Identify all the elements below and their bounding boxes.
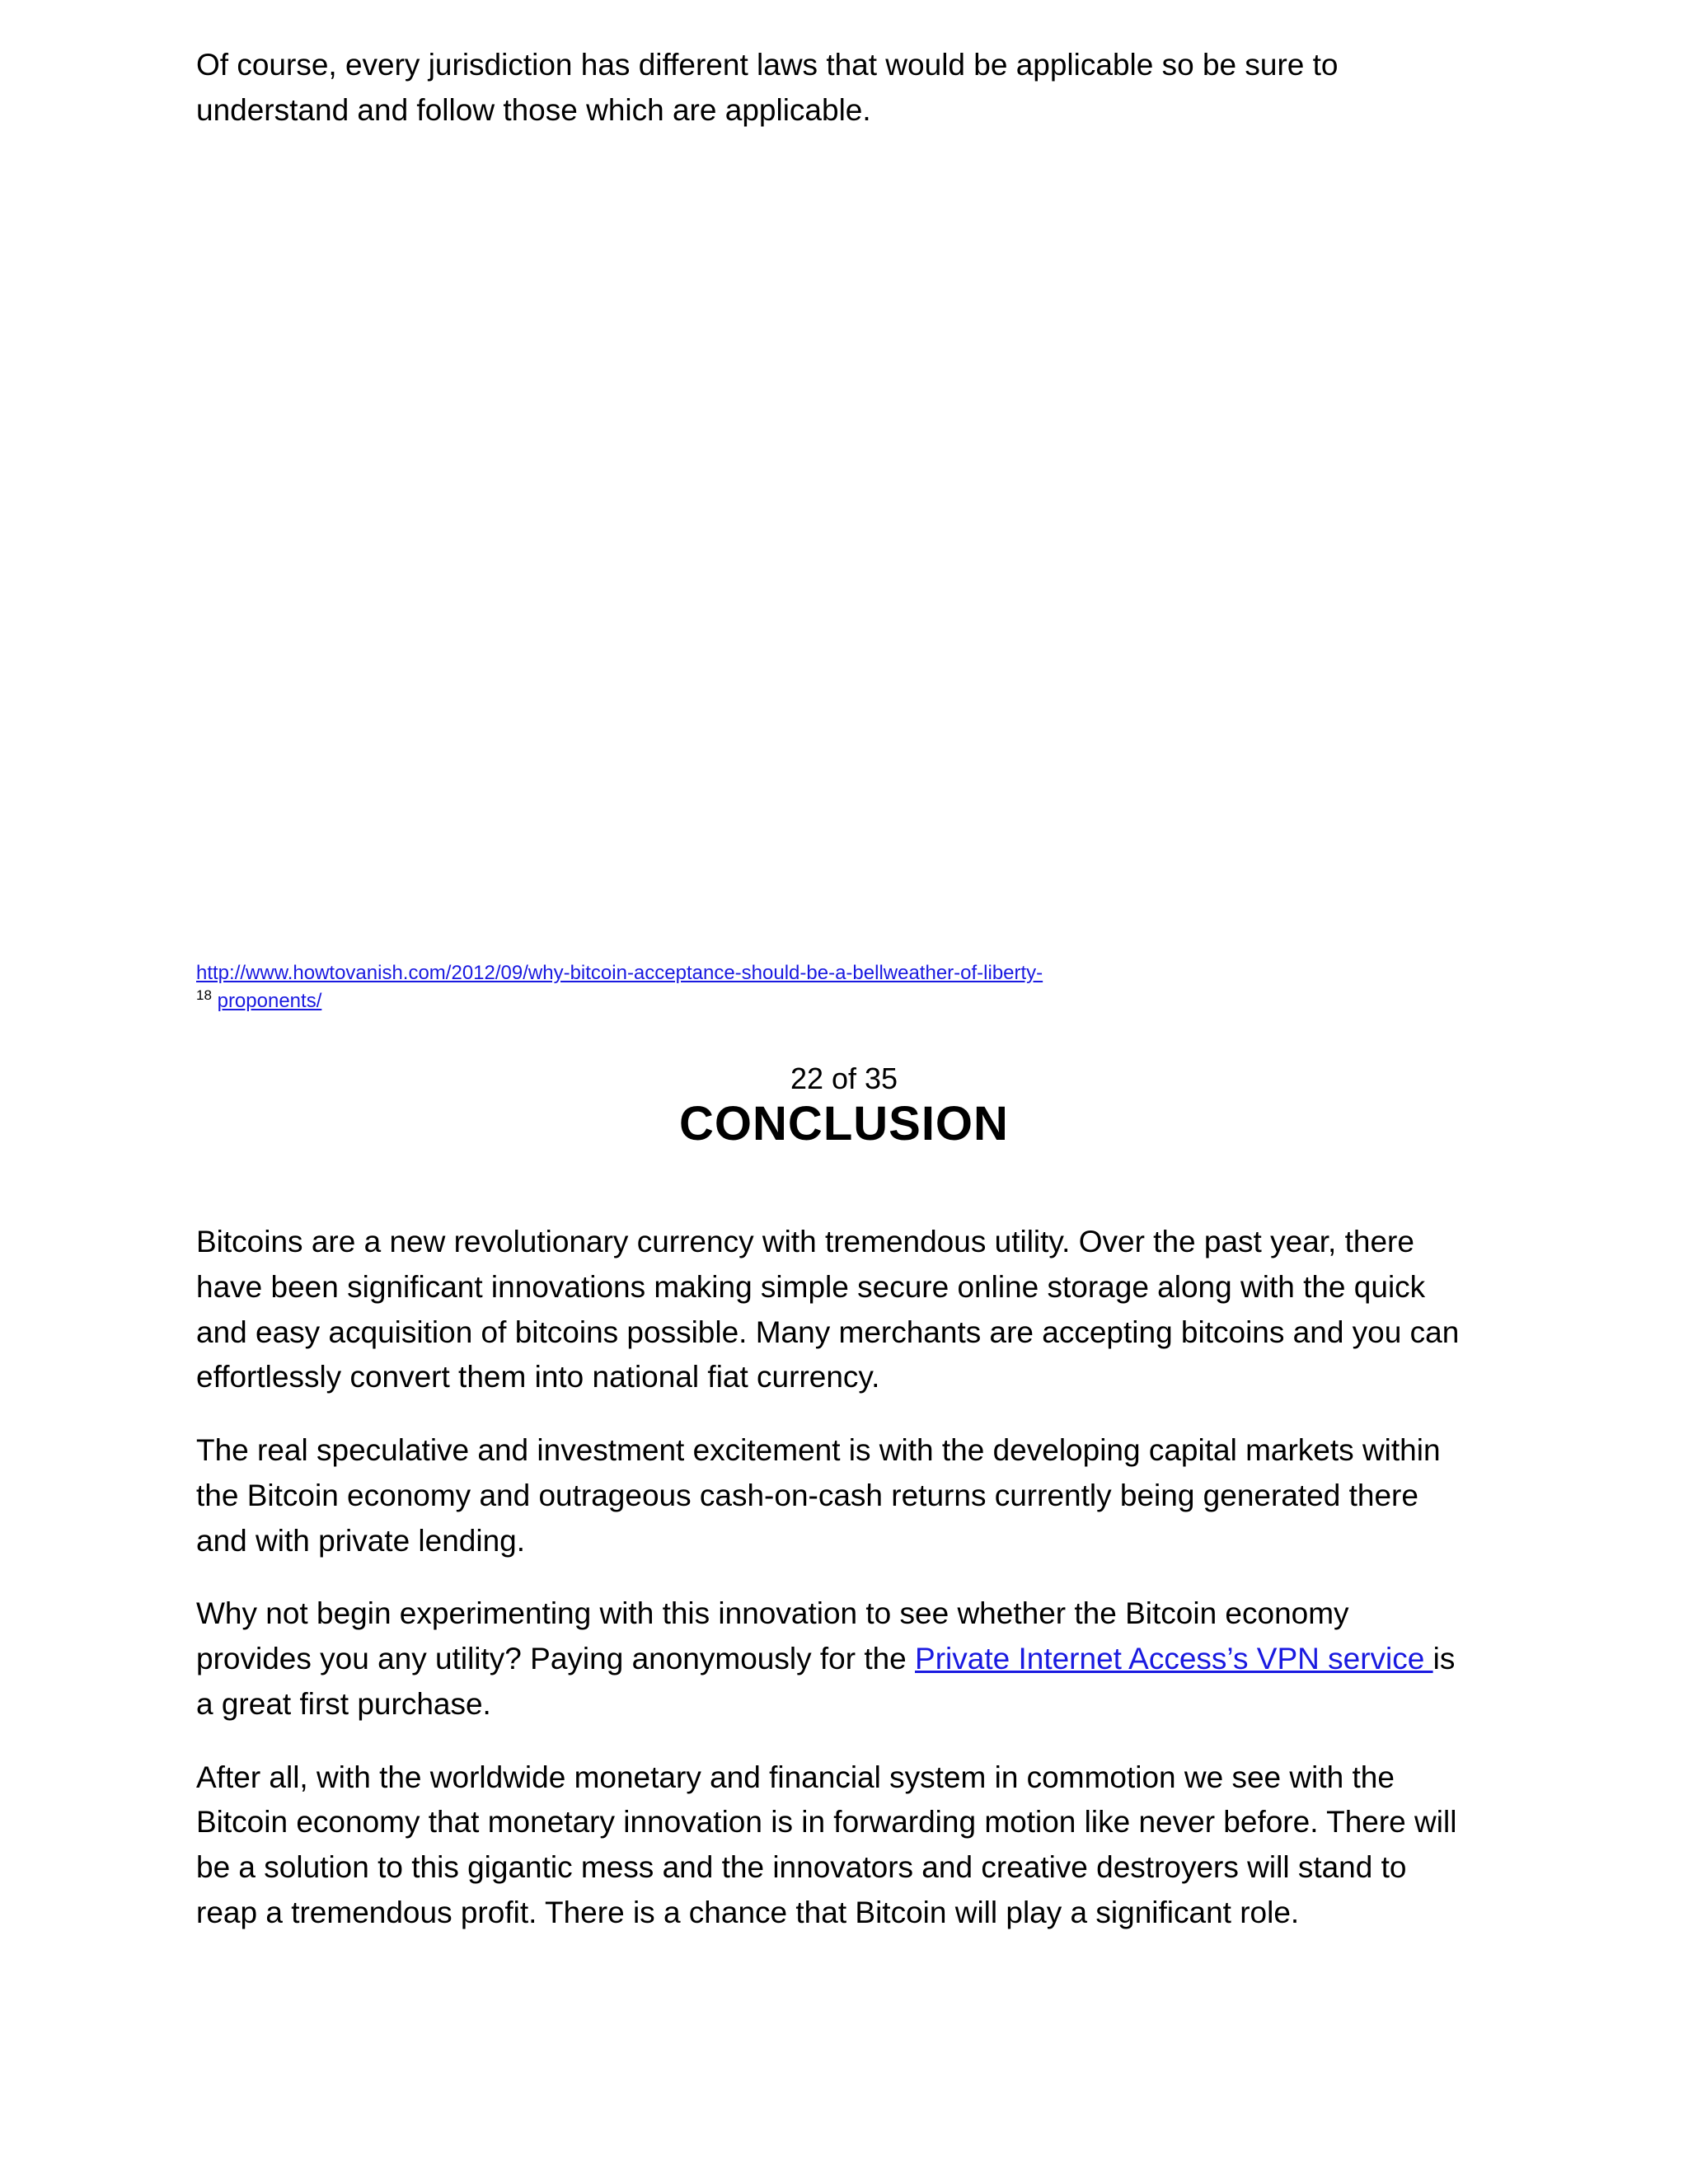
footnote-link-line2[interactable]: proponents/ [217,990,322,1013]
footnote-marker: 18 [196,987,212,1004]
page-title: CONCLUSION [679,1097,1009,1151]
conclusion-body [196,1220,1465,1964]
paragraph-3 [196,1591,1465,1727]
paragraph-2: The real speculative and investment excitement is with the developing capital markets within the Bitcoin economy and outrageous cash-on-cash returns currently being generated there and with private lending. [196,1433,1441,1558]
blank-space [196,162,1457,986]
footnote-link-line1[interactable]: http://www.howtovanish.com/2012/09/why-bitcoin-acceptance-should-be-a-bellweather-of-liberty- [196,962,1043,984]
intro-paragraph: Of course, every jurisdiction has different laws that would be applicable so be sure to understand and follow those which are applicable. [196,48,1339,127]
page-number: 22 of 35 [790,1062,898,1095]
paragraph-3-before-link: Why not begin experimenting with this innovation to see whether the Bitcoin economy provides you any utility? Paying anonymously for the [196,1596,1349,1675]
paragraph-1: Bitcoins are a new revolutionary currency with tremendous utility. Over the past year, there have been significant innovations making simple secure online storage along with the quick and easy acquisition of bitcoins possible. Many merchants are accepting bitcoins and you can effortlessly convert them into national fiat currency. [196,1225,1460,1394]
vpn-service-link[interactable]: Private Internet Access’s VPN service [915,1642,1433,1675]
page-top-content [196,43,1457,986]
paragraph-3-after-link: is a great first purchase. [196,1642,1456,1721]
paragraph-4: After all, with the worldwide monetary and financial system in commotion we see with the Bitcoin economy that monetary innovation is in forwarding motion like never before. There will be a solution to this gigantic mess and the innovators and creative destroyers will stand to reap a tremendous profit. There is a chance that Bitcoin will play a significant role. [196,1760,1457,1929]
footnote [196,960,1367,1015]
